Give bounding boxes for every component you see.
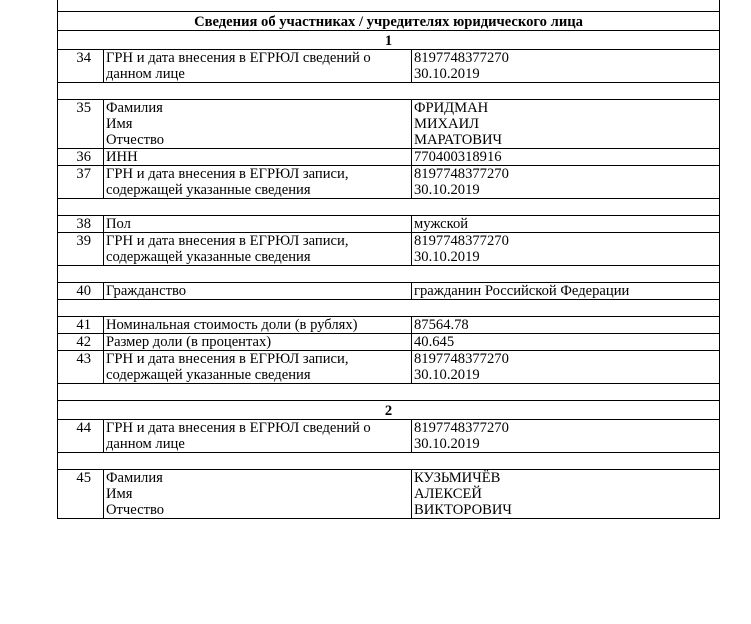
- table-row: [58, 470, 720, 519]
- label-line: содержащей указанные сведения: [106, 249, 311, 265]
- section-title: Сведения об участниках / учредителях юридического лица: [58, 12, 720, 31]
- participant-number: 2: [58, 401, 720, 420]
- value-line: 8197748377270: [414, 166, 509, 182]
- participant-number-row: [58, 401, 720, 420]
- value-line: ВИКТОРОВИЧ: [414, 502, 512, 518]
- value-line: 8197748377270: [414, 351, 509, 367]
- row-label: [104, 470, 412, 519]
- label-line: ГРН и дата внесения в ЕГРЮЛ записи,: [106, 351, 349, 367]
- row-label: Номинальная стоимость доли (в рублях): [104, 317, 412, 334]
- label-line: Отчество: [106, 132, 165, 148]
- spacer-row: [58, 83, 720, 100]
- row-value: [412, 470, 720, 519]
- label-line: ГРН и дата внесения в ЕГРЮЛ записи,: [106, 233, 349, 249]
- row-number: 44: [58, 420, 104, 453]
- spacer-row: [58, 266, 720, 283]
- spacer-row: [58, 300, 720, 317]
- participant-number-row: [58, 31, 720, 50]
- value-line: 8197748377270: [414, 420, 509, 436]
- row-value: 770400318916: [412, 149, 720, 166]
- row-number: 37: [58, 166, 104, 199]
- label-line: Имя: [106, 486, 133, 502]
- value-line: 30.10.2019: [414, 66, 480, 82]
- spacer-row: [58, 384, 720, 401]
- row-label: [104, 351, 412, 384]
- table-row: [58, 50, 720, 83]
- label-line: содержащей указанные сведения: [106, 367, 311, 383]
- row-number: 42: [58, 334, 104, 351]
- value-line: 8197748377270: [414, 233, 509, 249]
- row-value: [412, 420, 720, 453]
- value-line: 30.10.2019: [414, 249, 480, 265]
- row-number: 40: [58, 283, 104, 300]
- value-line: КУЗЬМИЧЁВ: [414, 470, 501, 486]
- participant-number: 1: [58, 31, 720, 50]
- label-line: данном лице: [106, 436, 185, 452]
- egrul-participants-table: [57, 0, 720, 519]
- value-line: 30.10.2019: [414, 367, 480, 383]
- label-line: Фамилия: [106, 470, 163, 486]
- table-top-row: [58, 0, 720, 12]
- row-number: 41: [58, 317, 104, 334]
- table-row: [58, 233, 720, 266]
- row-label: [104, 233, 412, 266]
- table-row: [58, 334, 720, 351]
- row-label: [104, 420, 412, 453]
- value-line: 8197748377270: [414, 50, 509, 66]
- table-row: [58, 283, 720, 300]
- label-line: ГРН и дата внесения в ЕГРЮЛ записи,: [106, 166, 349, 182]
- row-value: [412, 166, 720, 199]
- row-label: [104, 50, 412, 83]
- row-value: [412, 100, 720, 149]
- spacer-row: [58, 199, 720, 216]
- value-line: АЛЕКСЕЙ: [414, 486, 482, 502]
- row-label: ИНН: [104, 149, 412, 166]
- row-number: 45: [58, 470, 104, 519]
- row-value: мужской: [412, 216, 720, 233]
- row-label: Размер доли (в процентах): [104, 334, 412, 351]
- row-number: 43: [58, 351, 104, 384]
- row-value: [412, 233, 720, 266]
- row-number: 38: [58, 216, 104, 233]
- table-row: [58, 317, 720, 334]
- table-row: [58, 166, 720, 199]
- row-value: [412, 351, 720, 384]
- value-line: МАРАТОВИЧ: [414, 132, 503, 148]
- row-value: [412, 50, 720, 83]
- table-row: [58, 216, 720, 233]
- row-label: [104, 100, 412, 149]
- table-row: [58, 100, 720, 149]
- label-line: ГРН и дата внесения в ЕГРЮЛ сведений о: [106, 50, 371, 66]
- value-line: 30.10.2019: [414, 182, 480, 198]
- label-line: ГРН и дата внесения в ЕГРЮЛ сведений о: [106, 420, 371, 436]
- row-label: Пол: [104, 216, 412, 233]
- row-number: 39: [58, 233, 104, 266]
- row-label: [104, 166, 412, 199]
- row-number: 34: [58, 50, 104, 83]
- table-row: [58, 351, 720, 384]
- table-row: [58, 149, 720, 166]
- spacer-row: [58, 453, 720, 470]
- label-line: Фамилия: [106, 100, 163, 116]
- row-value: 87564.78: [412, 317, 720, 334]
- row-number: 35: [58, 100, 104, 149]
- section-header-row: [58, 12, 720, 31]
- table-row: [58, 420, 720, 453]
- label-line: Отчество: [106, 502, 165, 518]
- row-value: 40.645: [412, 334, 720, 351]
- label-line: Имя: [106, 116, 133, 132]
- label-line: данном лице: [106, 66, 185, 82]
- row-number: 36: [58, 149, 104, 166]
- value-line: 30.10.2019: [414, 436, 480, 452]
- value-line: ФРИДМАН: [414, 100, 489, 116]
- row-value: гражданин Российской Федерации: [412, 283, 720, 300]
- row-label: Гражданство: [104, 283, 412, 300]
- label-line: содержащей указанные сведения: [106, 182, 311, 198]
- value-line: МИХАИЛ: [414, 116, 480, 132]
